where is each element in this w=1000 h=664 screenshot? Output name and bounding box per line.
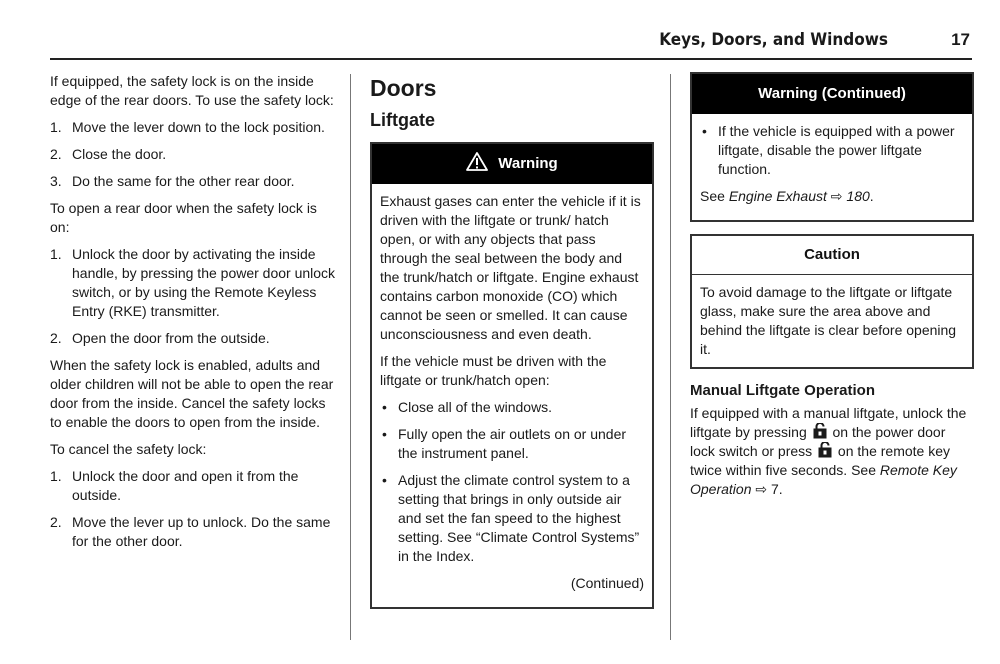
bullet-icon: • xyxy=(382,399,387,415)
step-text: Close the door. xyxy=(72,146,167,162)
list-item xyxy=(50,513,336,551)
step-text: Unlock the door by activating the inside handle, by pressing the power door unlock switch, or by using the Remote Keyless Entry (RKE) transmitter. xyxy=(72,246,336,319)
see-prefix: See xyxy=(700,188,729,204)
warning-continued-bullets xyxy=(700,122,964,179)
step-text: Move the lever down to the lock position. xyxy=(72,119,325,135)
cancel-steps xyxy=(50,467,336,551)
list-item xyxy=(50,245,336,321)
step-number: 3. xyxy=(50,173,62,189)
warning-header xyxy=(372,144,652,184)
open-steps xyxy=(50,245,336,348)
liftgate-heading: Liftgate xyxy=(370,110,435,130)
step-text: Do the same for the other rear door. xyxy=(72,173,295,189)
caution-header: Caution xyxy=(692,236,972,275)
manual-suffix: . xyxy=(778,481,783,497)
step-number: 2. xyxy=(50,330,62,346)
list-item xyxy=(50,172,336,191)
column-divider xyxy=(670,74,671,640)
step-number: 2. xyxy=(50,514,62,530)
manual-liftgate-text xyxy=(690,404,974,499)
see-suffix: . xyxy=(869,188,874,204)
see-reference xyxy=(700,187,964,206)
warning-para-exhaust: Exhaust gases can enter the vehicle if it is driven with the liftgate or trunk/ hatch open, or with any objects that pass through the seal between the body and the trunk/hatch or liftgate. Engine exhaust contains carbon monoxide (CO) which cannot be seen or smelled. It can cause unconsciousness and even death. xyxy=(380,193,641,342)
caution-text: To avoid damage to the liftgate or liftgate glass, make sure the area above and behind the liftgate is clear before opening it. xyxy=(700,284,957,357)
manual-text-part: If equipped with a manual liftgate, unlock the liftgate by pressing xyxy=(690,405,967,440)
arrow-icon: ⇨ xyxy=(755,481,768,497)
unlock-icon xyxy=(813,423,827,439)
page-header xyxy=(50,28,972,60)
step-number: 1. xyxy=(50,246,62,262)
manual-text-part: on the remote key twice within five seconds. See xyxy=(690,443,950,478)
list-item xyxy=(700,122,964,179)
caution-box xyxy=(690,234,974,369)
step-text: Unlock the door and open it from the outside. xyxy=(72,468,299,503)
unlock-icon xyxy=(818,442,832,458)
warning-title: Warning xyxy=(498,155,558,172)
bullet-icon: • xyxy=(702,123,707,139)
caution-body xyxy=(692,275,972,367)
lock-steps xyxy=(50,118,336,191)
manual-text-part: on the power door lock switch or press xyxy=(690,424,946,459)
safety-lock-enabled-note: When the safety lock is enabled, adults and older children will not be able to open the rear door from the inside. Cancel the safety locks to enable the doors to open from the inside. xyxy=(50,357,334,430)
arrow-icon: ⇨ xyxy=(830,188,843,204)
open-rear-door-intro: To open a rear door when the safety lock is on: xyxy=(50,200,317,235)
bullet-text: Adjust the climate control system to a setting that brings in only outside air and set the fan speed to the highest setting. See “Climate Control Systems” in the Index. xyxy=(398,472,640,564)
step-text: Open the door from the outside. xyxy=(72,330,270,346)
list-item xyxy=(380,425,644,463)
warning-para-driven-open: If the vehicle must be driven with the liftgate or trunk/hatch open: xyxy=(380,353,607,388)
list-item xyxy=(380,471,644,566)
list-item xyxy=(50,329,336,348)
warning-bullets xyxy=(380,398,644,566)
warning-continued-header: Warning (Continued) xyxy=(692,74,972,114)
step-number: 2. xyxy=(50,146,62,162)
column-left xyxy=(50,72,336,559)
remote-key-operation-link[interactable]: Remote Key Operation xyxy=(690,462,957,497)
bullet-text: If the vehicle is equipped with a power liftgate, disable the power liftgate function. xyxy=(718,123,955,177)
manual-liftgate-heading: Manual Liftgate Operation xyxy=(690,382,876,399)
warning-continued-body xyxy=(692,114,972,220)
column-middle xyxy=(370,72,654,621)
bullet-icon: • xyxy=(382,426,387,442)
column-divider xyxy=(350,74,351,640)
reference-page: 7 xyxy=(771,481,779,497)
warning-continued-box xyxy=(690,72,974,222)
warning-box xyxy=(370,142,654,609)
bullet-icon: • xyxy=(382,472,387,488)
list-item xyxy=(50,118,336,137)
column-right xyxy=(690,72,974,507)
list-item xyxy=(50,145,336,164)
reference-page: 180 xyxy=(846,188,870,204)
continued-label: (Continued) xyxy=(570,575,644,591)
safety-lock-intro: If equipped, the safety lock is on the inside edge of the rear doors. To use the safety lock: xyxy=(50,73,334,108)
doors-heading: Doors xyxy=(370,75,437,101)
bullet-text: Fully open the air outlets on or under the instrument panel. xyxy=(398,426,627,461)
section-title: Keys, Doors, and Windows xyxy=(659,30,888,50)
list-item xyxy=(50,467,336,505)
warning-triangle-icon xyxy=(466,152,488,171)
bullet-text: Close all of the windows. xyxy=(398,399,553,415)
step-text: Move the lever up to unlock. Do the same for the other door. xyxy=(72,514,331,549)
cancel-lock-intro: To cancel the safety lock: xyxy=(50,441,207,457)
page-number: 17 xyxy=(951,30,970,49)
step-number: 1. xyxy=(50,468,62,484)
list-item xyxy=(380,398,644,417)
engine-exhaust-link[interactable]: Engine Exhaust xyxy=(728,188,827,204)
warning-body xyxy=(372,184,652,607)
step-number: 1. xyxy=(50,119,62,135)
